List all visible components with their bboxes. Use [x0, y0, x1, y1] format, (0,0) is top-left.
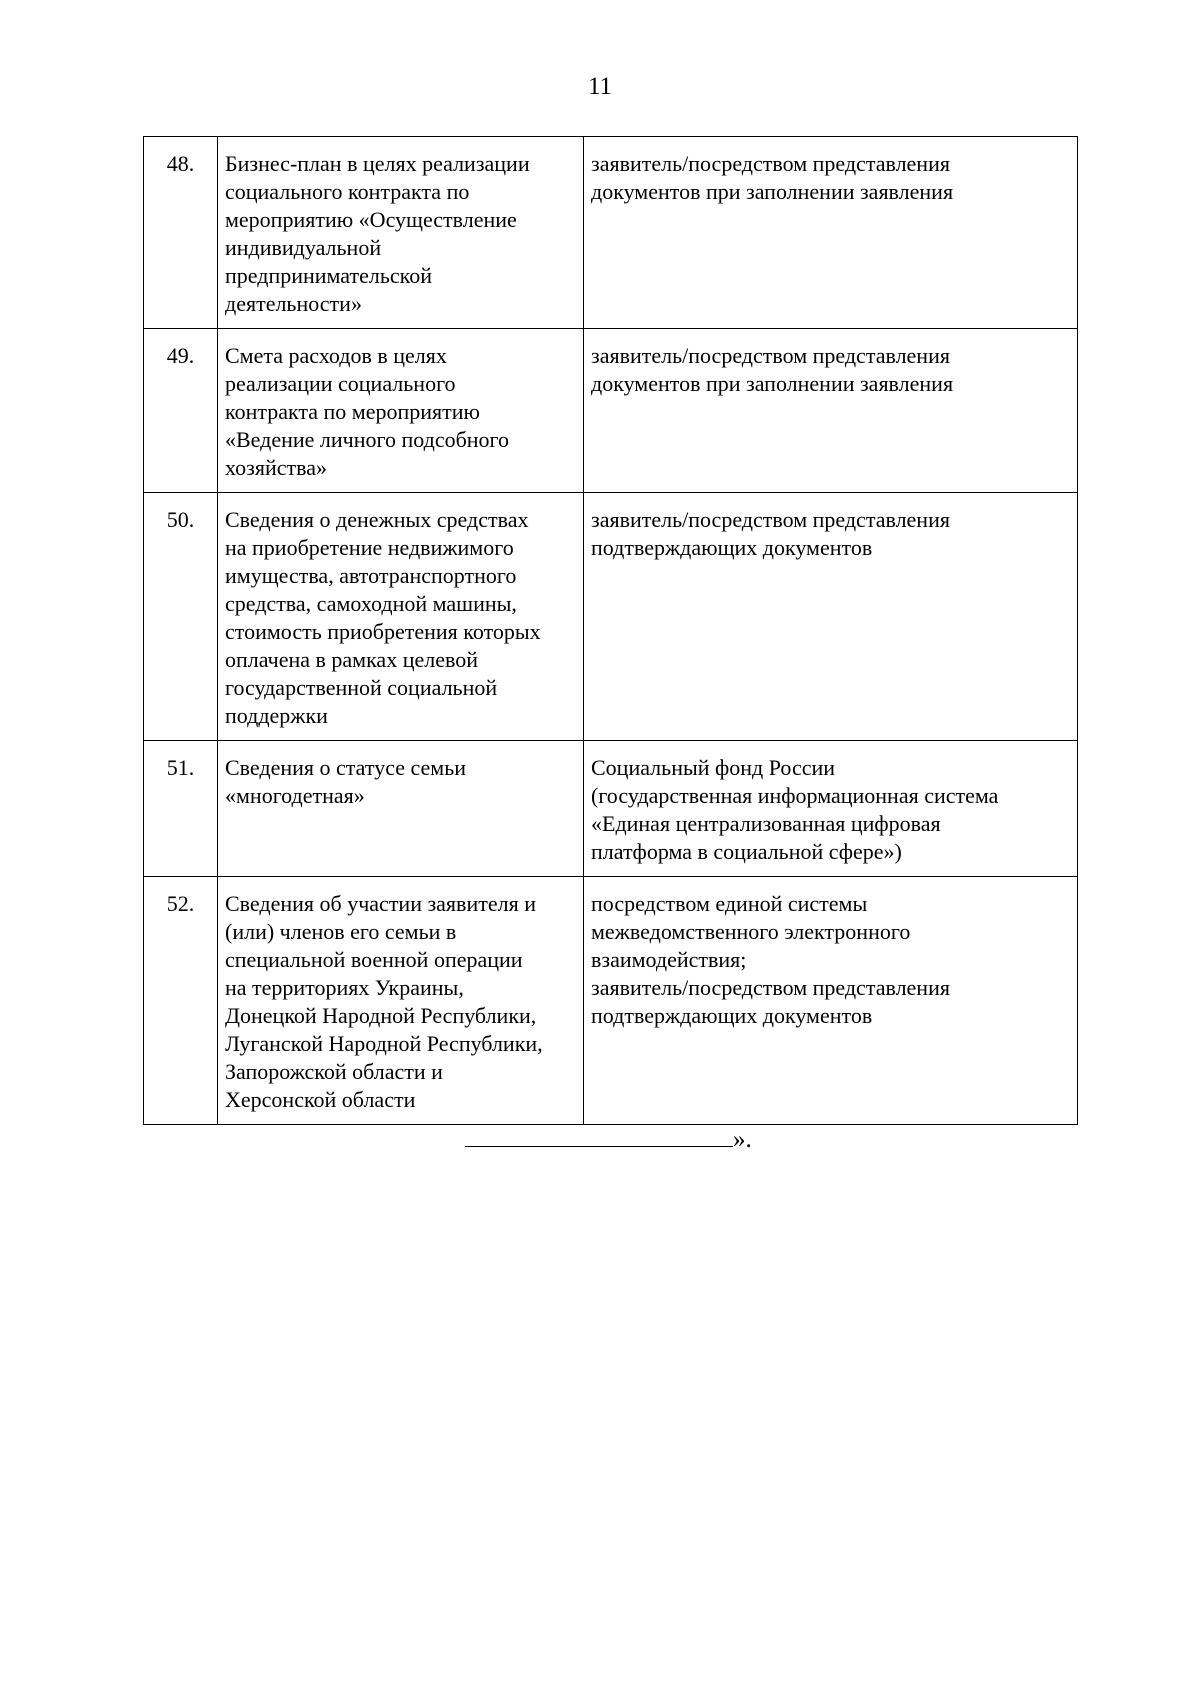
document-name-cell: Смета расходов в целях реализации социального контракта по мероприятию «Ведение личного подсобного хозяйства» — [218, 329, 584, 493]
document-name-cell: Сведения о денежных средствах на приобретение недвижимого имущества, автотранспортного средства, самоходной машины, стоимость приобретения которых оплачена в рамках целевой государственной социальной поддержки — [218, 493, 584, 741]
row-number: 49. — [144, 329, 218, 493]
table-row — [144, 137, 1078, 329]
document-name-cell: Сведения об участии заявителя и (или) членов его семьи в специальной военной операции на территориях Украины, Донецкой Народной Республики, Луганской Народной Республики, Запорожской области и Херсонской области — [218, 877, 584, 1125]
document-name-cell: Бизнес-план в целях реализации социального контракта по мероприятию «Осуществление индивидуальной предпринимательской деятельности» — [218, 137, 584, 329]
document-source-cell: Социальный фонд России (государственная информационная система «Единая централизованная цифровая платформа в социальной сфере») — [584, 741, 1078, 877]
table-row — [144, 877, 1078, 1125]
table-row — [144, 493, 1078, 741]
documents-table — [143, 136, 1078, 1125]
document-source-cell: заявитель/посредством представления подтверждающих документов — [584, 493, 1078, 741]
row-number: 52. — [144, 877, 218, 1125]
row-number: 51. — [144, 741, 218, 877]
document-source-cell: заявитель/посредством представления документов при заполнении заявления — [584, 329, 1078, 493]
document-source-cell: заявитель/посредством представления документов при заполнении заявления — [584, 137, 1078, 329]
closing-underline — [465, 1124, 733, 1147]
row-number: 48. — [144, 137, 218, 329]
table-row — [144, 329, 1078, 493]
page-number: 11 — [587, 73, 613, 100]
row-number: 50. — [144, 493, 218, 741]
document-name-cell: Сведения о статусе семьи «многодетная» — [218, 741, 584, 877]
document-source-cell: посредством единой системы межведомственного электронного взаимодействия; заявитель/посредством представления подтверждающих документов — [584, 877, 1078, 1125]
table-row — [144, 741, 1078, 877]
closing-line — [465, 1124, 752, 1155]
closing-quote-mark: ». — [733, 1126, 752, 1153]
